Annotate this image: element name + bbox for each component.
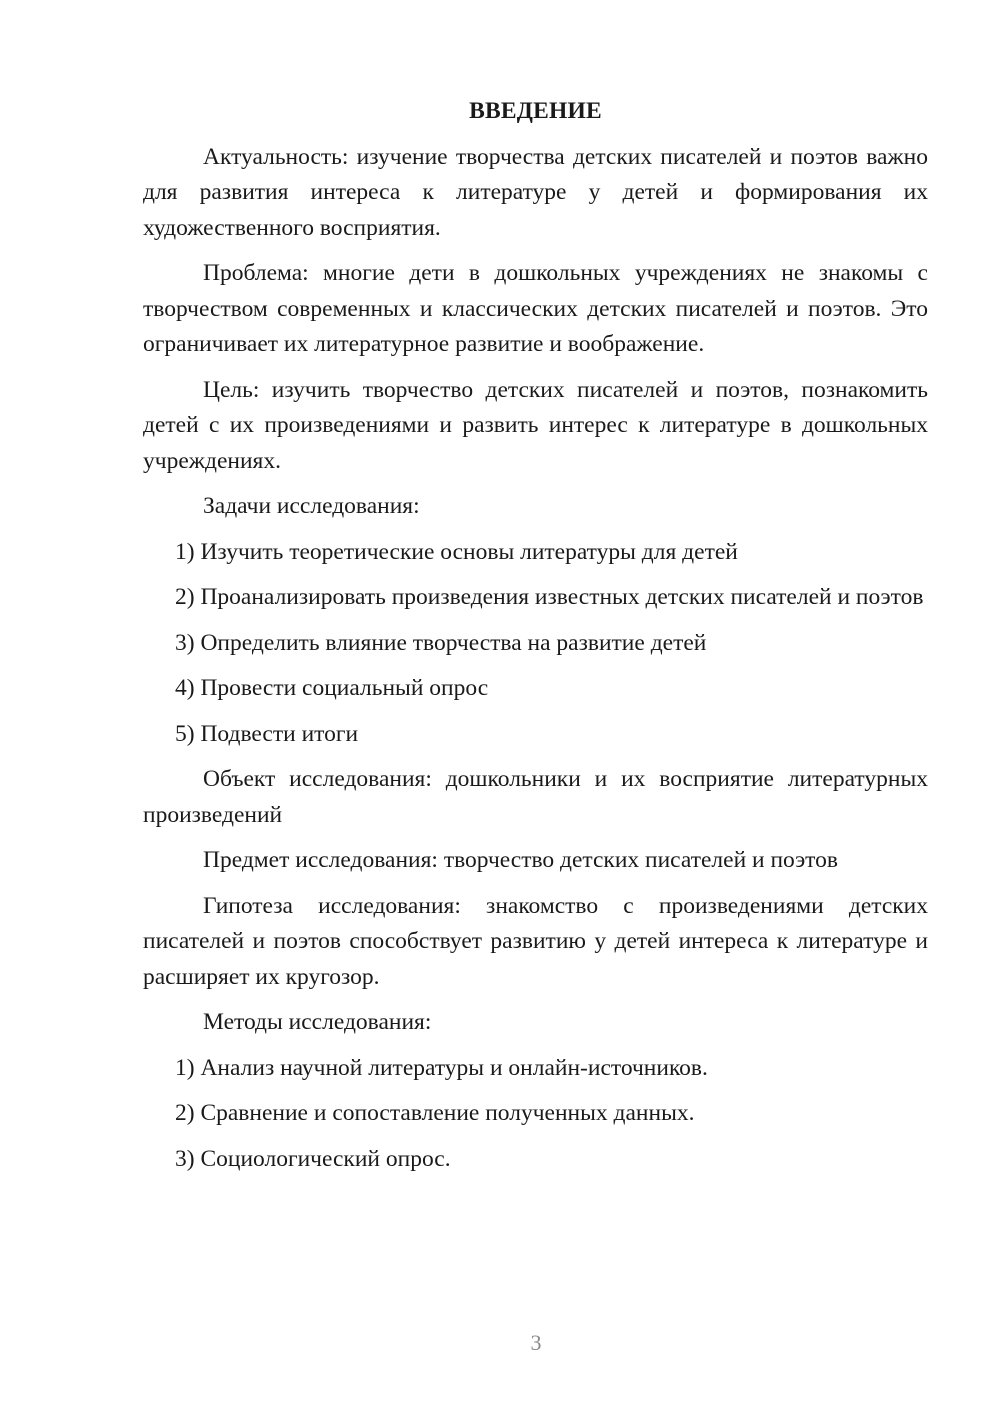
method-item-1: 1) Анализ научной литературы и онлайн-источников. (175, 1054, 708, 1081)
paragraph-problem: Проблема: многие дети в дошкольных учреждениях не знакомы с творчеством современных и классических детских писателей и поэтов. Это ограничивает их литературное развитие и воображение. (143, 260, 928, 357)
method-item-2: 2) Сравнение и сопоставление полученных данных. (175, 1100, 695, 1126)
task-item-5: 5) Подвести итоги (175, 720, 359, 747)
document-body (143, 94, 928, 1187)
task-item-4: 4) Провести социальный опрос (175, 675, 489, 701)
page-number: 3 (530, 1330, 542, 1355)
paragraph-hypothesis: Гипотеза исследования: знакомство с произведениями детских писателей и поэтов способствует развитию у детей интереса к литературе и расширяет их кругозор. (143, 892, 928, 990)
tasks-heading: Задачи исследования: (203, 493, 420, 519)
paragraph-goal: Цель: изучить творчество детских писателей и поэтов, познакомить детей с их произведениями и развить интерес к литературе в дошкольных учреждениях. (143, 376, 928, 474)
paragraph-relevance: Актуальность: изучение творчества детских писателей и поэтов важно для развития интереса к литературе у детей и формирования их художественного восприятия. (143, 143, 928, 241)
task-item-3: 3) Определить влияние творчества на развитие детей (175, 629, 707, 656)
page-title: ВВЕДЕНИЕ (469, 98, 602, 124)
task-item-2: 2) Проанализировать произведения известных детских писателей и поэтов (175, 584, 924, 610)
method-item-3: 3) Социологический опрос. (175, 1145, 451, 1172)
paragraph-object: Объект исследования: дошкольники и их восприятие литературных произведений (143, 766, 928, 828)
methods-heading: Методы исследования: (203, 1009, 432, 1035)
task-item-1: 1) Изучить теоретические основы литературы для детей (175, 538, 738, 565)
paragraph-subject: Предмет исследования: творчество детских писателей и поэтов (203, 847, 838, 873)
